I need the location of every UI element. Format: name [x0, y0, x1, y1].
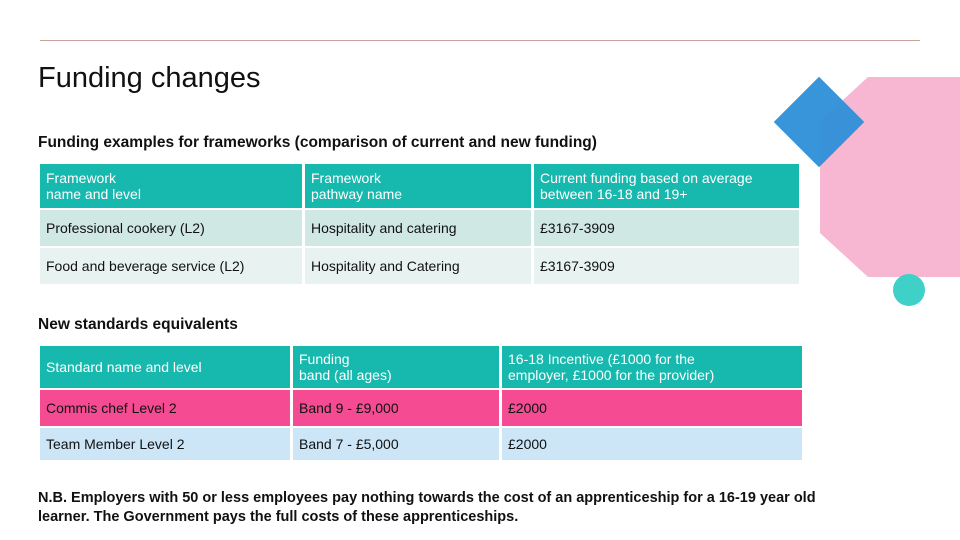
table-row [40, 428, 802, 460]
table-cell: Professional cookery (L2) [40, 210, 302, 246]
table-cell: Hospitality and Catering [305, 248, 531, 284]
table-header-row [40, 164, 799, 208]
table-cell: Food and beverage service (L2) [40, 248, 302, 284]
table-row [40, 248, 799, 284]
header-cell: 16-18 Incentive (£1000 for the employer, £1000 for the provider) [502, 346, 802, 388]
decorative-teal-circle [893, 274, 925, 306]
subtitle: Funding examples for frameworks (comparison of current and new funding) [38, 134, 597, 151]
frameworks-table [37, 162, 802, 286]
top-divider [40, 40, 920, 41]
header-cell: Framework name and level [40, 164, 302, 208]
table-row [40, 210, 799, 246]
table-cell: Hospitality and catering [305, 210, 531, 246]
table-cell: Team Member Level 2 [40, 428, 290, 460]
table-row [40, 390, 802, 426]
header-cell: Standard name and level [40, 346, 290, 388]
table-cell: £3167-3909 [534, 210, 799, 246]
table-cell: £3167-3909 [534, 248, 799, 284]
header-cell: Framework pathway name [305, 164, 531, 208]
footnote: N.B. Employers with 50 or less employees pay nothing towards the cost of an apprenticeship for a 16-19 year old learner. The Government pays the full costs of these apprenticeships. [38, 490, 816, 525]
table-header-row [40, 346, 802, 388]
table-cell: Band 9 - £9,000 [293, 390, 499, 426]
header-cell: Funding band (all ages) [293, 346, 499, 388]
table-cell: Commis chef Level 2 [40, 390, 290, 426]
table-cell: £2000 [502, 428, 802, 460]
header-cell: Current funding based on average between 16-18 and 19+ [534, 164, 799, 208]
page-title: Funding changes [38, 62, 261, 94]
standards-heading: New standards equivalents [38, 316, 238, 333]
table-cell: £2000 [502, 390, 802, 426]
table-cell: Band 7 - £5,000 [293, 428, 499, 460]
standards-table [37, 344, 805, 462]
